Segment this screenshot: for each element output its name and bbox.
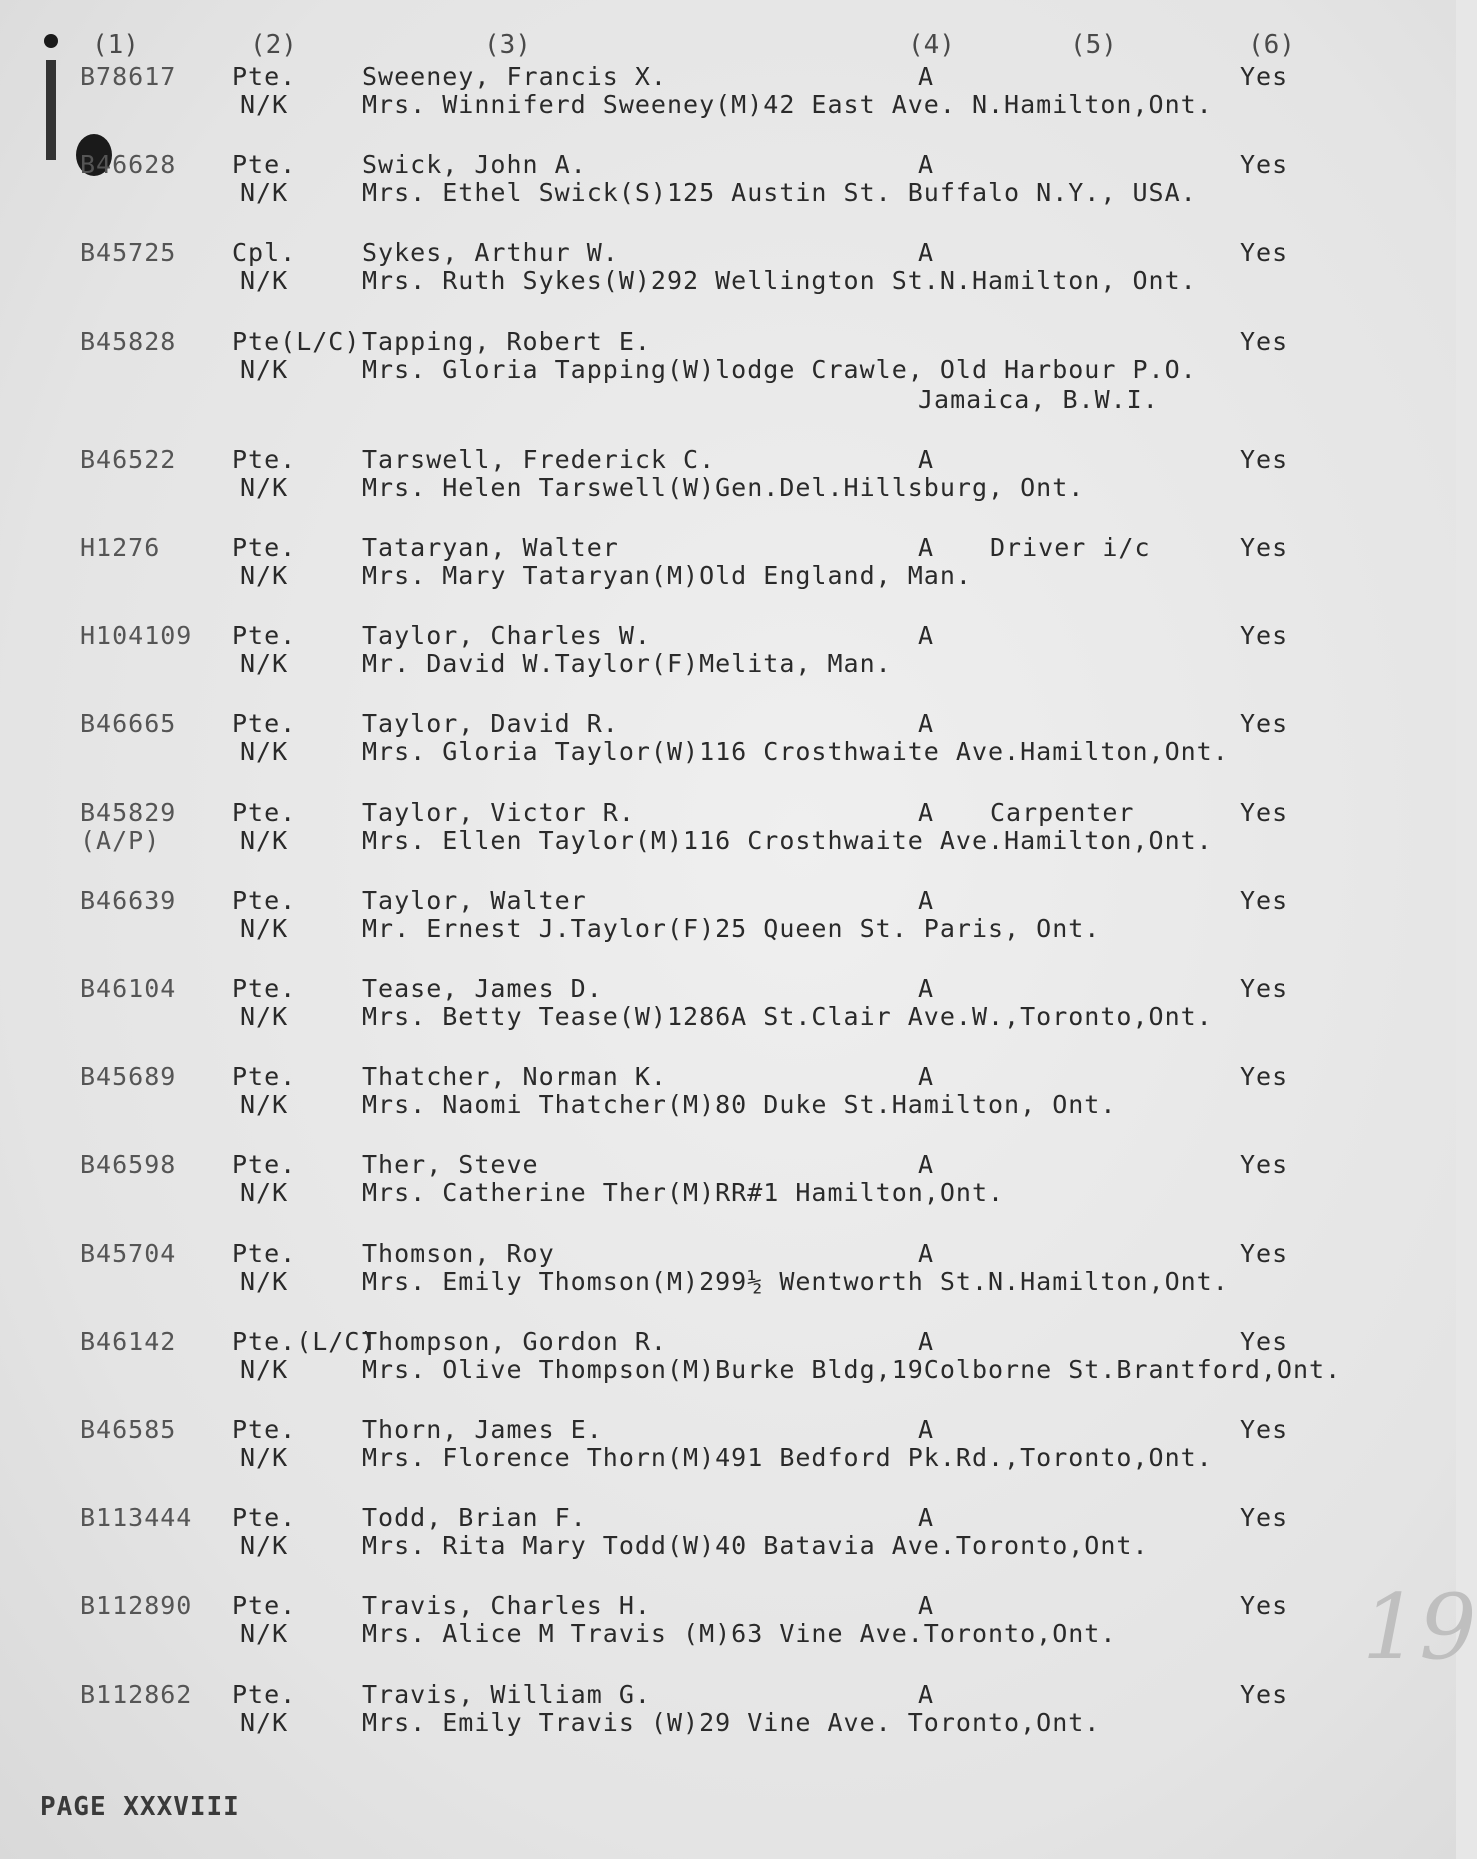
medical-category: A <box>918 1591 935 1621</box>
volunteer-status: Yes <box>1240 1591 1289 1621</box>
medical-category: A <box>918 1326 935 1356</box>
rank: Pte. <box>232 974 297 1003</box>
medical-category: A <box>918 621 935 651</box>
soldier-name: Taylor, Charles W. <box>362 621 651 651</box>
volunteer-status: Yes <box>1240 1679 1289 1709</box>
nok-code: N/K <box>240 737 289 767</box>
service-number: H104109 <box>80 621 193 651</box>
medical-category: A <box>918 1503 935 1533</box>
medical-category: A <box>918 1238 935 1268</box>
rank: Pte. <box>232 444 297 474</box>
soldier-name: Tapping, Robert E. <box>362 326 651 356</box>
medical-category: A <box>918 62 935 91</box>
roll-entry <box>0 974 1456 1054</box>
roll-entry <box>0 1591 1456 1671</box>
next-of-kin: Mrs. Mary Tataryan(M)Old England, Man. <box>362 561 972 590</box>
volunteer-status: Yes <box>1240 62 1289 91</box>
next-of-kin: Mr. Ernest J.Taylor(F)25 Queen St. Paris, Ont. <box>362 913 1101 943</box>
rank: Pte. <box>232 150 297 180</box>
service-number: B46585 <box>80 1415 177 1444</box>
service-number: B45689 <box>80 1062 177 1092</box>
service-number: H1276 <box>80 533 161 562</box>
nok-code: N/K <box>240 90 289 119</box>
volunteer-status: Yes <box>1240 533 1289 562</box>
soldier-name: Travis, William G. <box>362 1679 651 1709</box>
volunteer-status: Yes <box>1240 797 1289 827</box>
column-header: (5) <box>1070 30 1117 60</box>
rank: Cpl. <box>232 238 297 268</box>
nok-code: N/K <box>240 825 289 855</box>
roll-entry <box>0 798 1456 878</box>
roll-entry <box>0 533 1456 613</box>
next-of-kin: Mrs. Winniferd Sweeney(M)42 East Ave. N.Hamilton,Ont. <box>362 90 1213 119</box>
soldier-name: Thompson, Gordon R. <box>362 1326 667 1356</box>
soldier-name: Taylor, David R. <box>362 709 619 739</box>
nok-code: N/K <box>240 472 289 502</box>
volunteer-status: Yes <box>1240 974 1289 1003</box>
medical-category: A <box>918 533 935 562</box>
column-header: (2) <box>250 30 297 60</box>
nok-code: N/K <box>240 913 289 943</box>
soldier-name: Travis, Charles H. <box>362 1591 651 1621</box>
next-of-kin: Mrs. Gloria Taylor(W)116 Crosthwaite Ave.Hamilton,Ont. <box>362 737 1229 767</box>
next-of-kin: Mrs. Betty Tease(W)1286A St.Clair Ave.W.,Toronto,Ont. <box>362 1002 1213 1031</box>
service-number: B46628 <box>80 150 177 180</box>
next-of-kin: Mrs. Ethel Swick(S)125 Austin St. Buffalo N.Y., USA. <box>362 178 1197 208</box>
service-number: B46522 <box>80 444 177 474</box>
soldier-name: Ther, Steve <box>362 1150 539 1180</box>
roll-entry <box>0 709 1456 789</box>
service-number: B45725 <box>80 238 177 268</box>
column-header: (3) <box>484 30 531 60</box>
next-of-kin: Mrs. Naomi Thatcher(M)80 Duke St.Hamilton, Ont. <box>362 1090 1117 1120</box>
service-number: B45828 <box>80 326 177 356</box>
service-number: B112862 <box>80 1679 193 1709</box>
roll-entry <box>0 621 1456 701</box>
nok-code: N/K <box>240 178 289 208</box>
roll-entry <box>0 1150 1456 1230</box>
soldier-name: Thomson, Roy <box>362 1238 555 1268</box>
volunteer-status: Yes <box>1240 1150 1289 1180</box>
volunteer-status: Yes <box>1240 1238 1289 1268</box>
next-of-kin: Mrs. Rita Mary Todd(W)40 Batavia Ave.Toronto,Ont. <box>362 1531 1149 1561</box>
medical-category: A <box>918 150 935 180</box>
rank: Pte. <box>232 1415 297 1444</box>
volunteer-status: Yes <box>1240 885 1289 915</box>
column-header: (1) <box>92 30 139 60</box>
service-number: B78617 <box>80 62 177 91</box>
volunteer-status: Yes <box>1240 238 1289 268</box>
soldier-name: Tease, James D. <box>362 974 603 1003</box>
service-number: B113444 <box>80 1503 193 1533</box>
volunteer-status: Yes <box>1240 1415 1289 1444</box>
soldier-name: Sweeney, Francis X. <box>362 62 667 91</box>
rank: Pte. <box>232 1150 297 1180</box>
medical-category: A <box>918 1415 935 1444</box>
next-of-kin: Mrs. Olive Thompson(M)Burke Bldg,19Colborne St.Brantford,Ont. <box>362 1354 1342 1384</box>
nok-code: N/K <box>240 649 289 679</box>
soldier-name: Thorn, James E. <box>362 1415 603 1444</box>
next-of-kin: Mrs. Catherine Ther(M)RR#1 Hamilton,Ont. <box>362 1178 1005 1208</box>
soldier-name: Tataryan, Walter <box>362 533 619 562</box>
rank: Pte. <box>232 1679 297 1709</box>
medical-category: A <box>918 885 935 915</box>
service-number-suffix: (A/P) <box>80 825 161 855</box>
soldier-name: Swick, John A. <box>362 150 587 180</box>
next-of-kin: Mrs. Alice M Travis (M)63 Vine Ave.Toronto,Ont. <box>362 1619 1117 1649</box>
medical-category: A <box>918 1062 935 1092</box>
next-of-kin: Mrs. Helen Tarswell(W)Gen.Del.Hillsburg, Ont. <box>362 472 1085 502</box>
medical-category: A <box>918 1150 935 1180</box>
rank: Pte. <box>232 1591 297 1621</box>
next-of-kin: Mrs. Florence Thorn(M)491 Bedford Pk.Rd.,Toronto,Ont. <box>362 1443 1213 1472</box>
volunteer-status: Yes <box>1240 150 1289 180</box>
nok-code: N/K <box>240 1443 289 1472</box>
rank: Pte.(L/C) <box>232 1326 377 1356</box>
rank: Pte(L/C) <box>232 326 361 356</box>
column-header: (6) <box>1248 30 1295 60</box>
nok-code: N/K <box>240 1707 289 1737</box>
next-of-kin: Mrs. Emily Thomson(M)299½ Wentworth St.N.Hamilton,Ont. <box>362 1266 1229 1296</box>
rank: Pte. <box>232 885 297 915</box>
soldier-name: Taylor, Walter <box>362 885 587 915</box>
volunteer-status: Yes <box>1240 1326 1289 1356</box>
rank: Pte. <box>232 62 297 91</box>
next-of-kin: Mrs. Ruth Sykes(W)292 Wellington St.N.Hamilton, Ont. <box>362 266 1197 296</box>
service-number: B46104 <box>80 974 177 1003</box>
soldier-name: Todd, Brian F. <box>362 1503 587 1533</box>
rank: Pte. <box>232 1062 297 1092</box>
soldier-name: Taylor, Victor R. <box>362 797 635 827</box>
trade: Carpenter <box>990 797 1135 827</box>
medical-category: A <box>918 974 935 1003</box>
roll-entry <box>0 326 1456 414</box>
service-number: B45829 <box>80 797 177 827</box>
roll-entry <box>0 1062 1456 1142</box>
medical-category: A <box>918 444 935 474</box>
rank: Pte. <box>232 1503 297 1533</box>
ink-blot <box>44 34 58 48</box>
service-number: B45704 <box>80 1238 177 1268</box>
service-number: B46665 <box>80 709 177 739</box>
page-label: PAGE XXXVIII <box>40 1792 240 1822</box>
next-of-kin: Mrs. Emily Travis (W)29 Vine Ave. Toronto,Ont. <box>362 1707 1101 1737</box>
medical-category: A <box>918 797 935 827</box>
medical-category: A <box>918 238 935 268</box>
soldier-name: Sykes, Arthur W. <box>362 238 619 268</box>
volunteer-status: Yes <box>1240 621 1289 651</box>
roll-entry <box>0 886 1456 966</box>
volunteer-status: Yes <box>1240 326 1289 356</box>
rank: Pte. <box>232 533 297 562</box>
rank: Pte. <box>232 709 297 739</box>
roll-entry <box>0 238 1456 318</box>
service-number: B46598 <box>80 1150 177 1180</box>
service-number: B46142 <box>80 1326 177 1356</box>
roll-entry <box>0 1239 1456 1319</box>
roll-entry <box>0 62 1456 142</box>
nok-code: N/K <box>240 1090 289 1120</box>
service-number: B112890 <box>80 1591 193 1621</box>
volunteer-status: Yes <box>1240 709 1289 739</box>
soldier-name: Thatcher, Norman K. <box>362 1062 667 1092</box>
service-number: B46639 <box>80 885 177 915</box>
roll-entry <box>0 445 1456 525</box>
nok-code: N/K <box>240 1531 289 1561</box>
medical-category: A <box>918 709 935 739</box>
roll-entry <box>0 1680 1456 1760</box>
nok-code: N/K <box>240 266 289 296</box>
roll-entry <box>0 150 1456 230</box>
volunteer-status: Yes <box>1240 1503 1289 1533</box>
nok-code: N/K <box>240 354 289 384</box>
nok-code: N/K <box>240 1178 289 1208</box>
next-of-kin: Mrs. Gloria Tapping(W)lodge Crawle, Old Harbour P.O. <box>362 354 1197 384</box>
medical-category: A <box>918 1679 935 1709</box>
pencil-page-number: 19 <box>1362 1575 1477 1680</box>
volunteer-status: Yes <box>1240 444 1289 474</box>
nok-code: N/K <box>240 1266 289 1296</box>
rank: Pte. <box>232 621 297 651</box>
volunteer-status: Yes <box>1240 1062 1289 1092</box>
trade: Driver i/c <box>990 533 1151 562</box>
next-of-kin: Mrs. Ellen Taylor(M)116 Crosthwaite Ave.Hamilton,Ont. <box>362 825 1213 855</box>
nok-code: N/K <box>240 1619 289 1649</box>
rank: Pte. <box>232 797 297 827</box>
column-header: (4) <box>908 30 955 60</box>
nok-code: N/K <box>240 1354 289 1384</box>
nok-code: N/K <box>240 561 289 590</box>
soldier-name: Tarswell, Frederick C. <box>362 444 716 474</box>
roll-entry <box>0 1327 1456 1407</box>
nok-code: N/K <box>240 1002 289 1031</box>
rank: Pte. <box>232 1238 297 1268</box>
next-of-kin: Mr. David W.Taylor(F)Melita, Man. <box>362 649 892 679</box>
roll-entry <box>0 1503 1456 1583</box>
next-of-kin-continued: Jamaica, B.W.I. <box>918 384 1159 414</box>
roll-entry <box>0 1415 1456 1495</box>
